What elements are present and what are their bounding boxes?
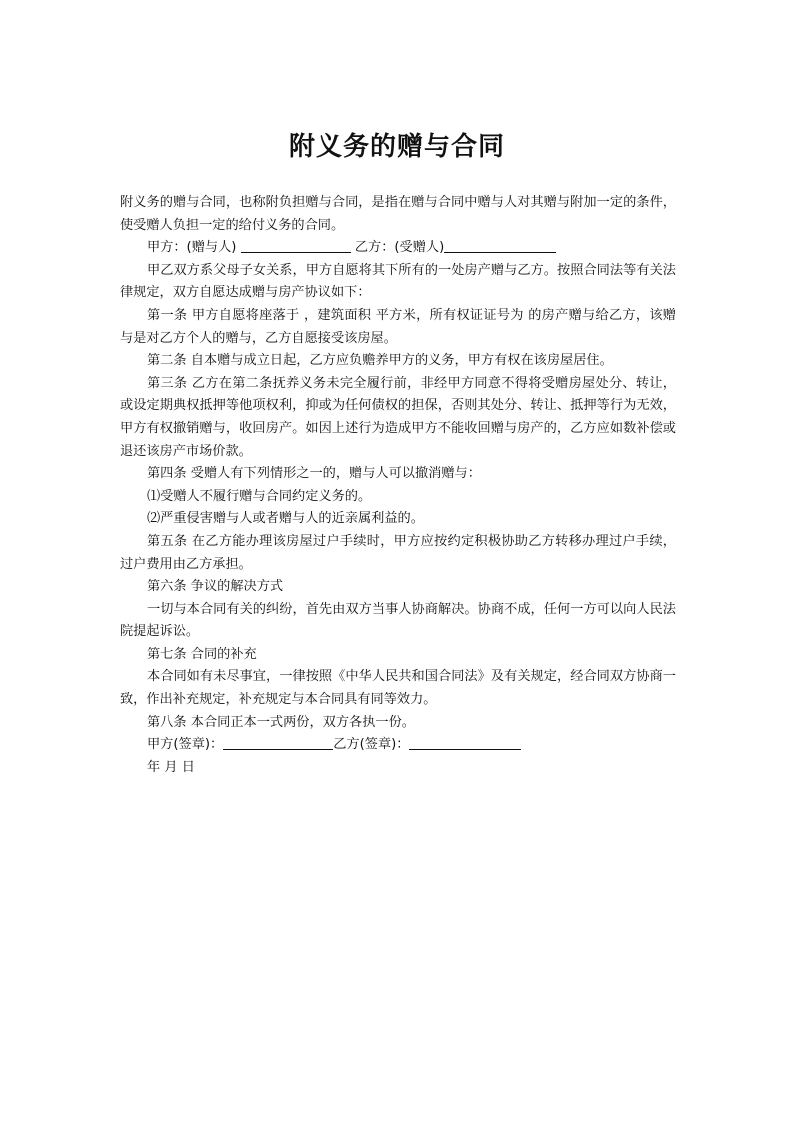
article-4-item-1: ⑴受赠人不履行赠与合同约定义务的。 bbox=[147, 488, 372, 504]
article-8: 第八条 本合同正本一式两份，双方各执一份。 bbox=[147, 714, 415, 730]
document-body bbox=[120, 192, 676, 779]
article-5: 第五条 在乙方能办理该房屋过户手续时，甲方应按约定积极协助乙方转移办理过户手续，过户费用由乙方承担。 bbox=[120, 533, 676, 572]
party-a-label: 甲方：(赠与人) bbox=[147, 240, 237, 256]
article-4: 第四条 受赠人有下列情形之一的，赠与人可以撤消赠与： bbox=[147, 466, 481, 482]
background-paragraph: 甲乙双方系父母子女关系，甲方自愿将其下所有的一处房产赠与乙方。按照合同法等有关法律规定，双方自愿达成赠与房产协议如下： bbox=[120, 262, 676, 301]
article-2: 第二条 自本赠与成立日起，乙方应负赡养甲方的义务，甲方有权在该房屋居住。 bbox=[147, 353, 613, 369]
party-b-blank bbox=[444, 238, 556, 253]
signature-line bbox=[120, 734, 676, 757]
parties-line bbox=[120, 237, 676, 260]
party-a-blank bbox=[241, 238, 351, 253]
party-b-signature-blank bbox=[409, 735, 521, 750]
article-7-title: 第七条 合同的补充 bbox=[147, 646, 257, 662]
article-3: 第三条 乙方在第二条抚养义务未完全履行前，非经甲方同意不得将受赠房屋处分、转让，或设定期典权抵押等他项权利，抑或为任何债权的担保，否则其处分、转让、抵押等行为无效，甲方有权撤销赠与，收回房产。如因上述行为造成甲方不能收回赠与房产的，乙方应如数补偿或退还该房产市场价款。 bbox=[120, 375, 676, 459]
party-b-signature-label: 乙方(签章)： bbox=[333, 737, 410, 753]
intro-paragraph: 附义务的赠与合同，也称附负担赠与合同，是指在赠与合同中赠与人对其赠与附加一定的条件，使受赠人负担一定的给付义务的合同。 bbox=[120, 195, 676, 233]
date-line: 年 月 日 bbox=[147, 759, 195, 775]
article-6: 一切与本合同有关的纠纷，首先由双方当事人协商解决。协商不成，任何一方可以向人民法院提起诉讼。 bbox=[120, 601, 676, 640]
party-b-label: 乙方：(受赠人) bbox=[354, 240, 445, 256]
article-1: 第一条 甲方自愿将座落于 ，建筑面积 平方米，所有权证证号为 的房产赠与给乙方，该赠与是对乙方个人的赠与，乙方自愿接受该房屋。 bbox=[120, 307, 676, 346]
document-title: 附义务的赠与合同 bbox=[288, 132, 505, 162]
article-4-item-2: ⑵严重侵害赠与人或者赠与人的近亲属利益的。 bbox=[147, 511, 424, 527]
party-a-signature-label: 甲方(签章)： bbox=[147, 737, 224, 753]
article-7: 本合同如有未尽事宜，一律按照《中华人民共和国合同法》及有关规定，经合同双方协商一致，作出补充规定，补充规定与本合同具有同等效力。 bbox=[120, 669, 676, 708]
article-6-title: 第六条 争议的解决方式 bbox=[147, 579, 284, 595]
party-a-signature-blank bbox=[223, 735, 333, 750]
